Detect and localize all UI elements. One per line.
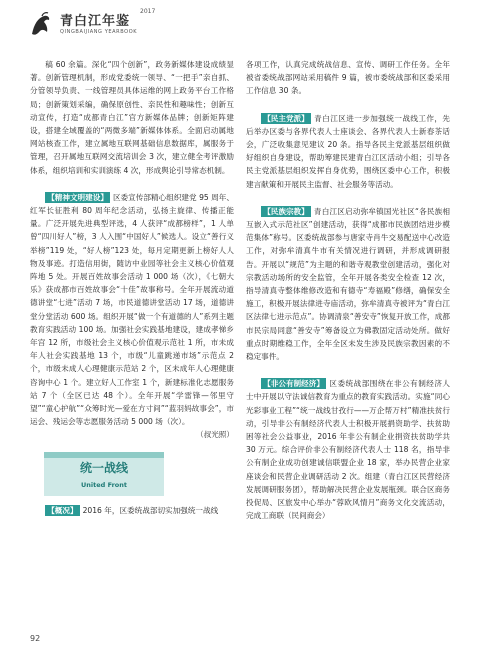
paragraph-text: 青白江区启动弥牟镇国光社区“各民族相互嵌入式示范社区”创建活动，获得“成都市民族团结进步模范集体”称号。区委统战部参与唐家寺肖牛交易配送中心改造工作，对弥牟清真牛市有关情况进行调研，并形成调研报告。开展以“规范”为主题的和谐寺观教堂创建活动，强化对宗教活动场所的安全监管，全年开展各类安全检查 12 次，指导清真寺整体维修改造和有德寺“寿福殿”修缮，确保安全施工，积极开展法律进寺庙活动，弥牟清真寺被评为“青白江区法律七进示范点”。协调清泉“善安寺”恢复开放工作，成都市民宗局同意“善安寺”筹备设立为佛教固定活动处所。做好重点时期维稳工作，全年全区未发生涉及民族宗教因素的不稳定事件。 bbox=[246, 206, 450, 362]
paragraph: 稿 60 余篇。深化“四个创新”，政务新媒体建设成绩显著。创新管理机制，形成党委统一领导、“一把手”亲自抓、分管领导负责、一线管理员具体运维的网上政务平台工作格局；创新策划采编，确保原创性、亲民性和趣味性；创新互动宣传，打造“成都青白江”官方新媒体品牌；创新矩阵建设，搭建全域覆盖的“两微多端”新媒体体系。全面启动属地网站核查工作，建立属地互联网基础信息数据库，属服务于管理，召开属地互联网交流培训会 3 次，建立健全考评激励体系，组织培训和实训演练 4 次，形成舆论引导常态机制。 bbox=[30, 60, 234, 175]
paragraph-text: 区委统战部围绕在非公有制经济人士中开展以守法诚信教育为重点的教育实践活动。实施“同心光彩事业工程”“统一战线甘孜行——万企帮万村”精准扶贫行动，引导非公有制经济代表人士积极开展捐资助学、扶贫助困等社会公益事业，2016 年非公有制企业捐资扶贫助学共 30 万元。综合评价非公有制经济代表人士 118 名，指导非公有制企业成功创建诚信联盟企业 18 家，举办民营企业家座谈会和民营企业调研活动 2 次。组建（青白江区民营经济发展调研服务团），帮助解决民营企业发展瓶颈。联合区商务投促局、区旅发中心举办“蓉欧风情月”商务文化交流活动，完成工商联（民间商会） bbox=[246, 379, 450, 521]
yearbook-title: 青白江年鉴 bbox=[60, 14, 131, 29]
banner-title: 统一战线 bbox=[79, 460, 128, 475]
paragraph bbox=[246, 205, 450, 363]
paragraph: 各项工作，认真完成统战信息、宣传、调研工作任务。全年被省委统战部网站采用稿件 9 篇，被市委统战部和区委采用工作信息 30 条。 bbox=[246, 60, 450, 96]
section-tag: 【概况】 bbox=[47, 505, 78, 515]
section-tag: 【非公有制经济】 bbox=[263, 379, 324, 389]
paragraph bbox=[30, 191, 234, 429]
banner-subtitle: United Front bbox=[81, 480, 127, 489]
yearbook-subtitle: QINGBAIJIANG YEARBOOK bbox=[60, 29, 138, 35]
paragraph-text: 青白江区进一步加强统一战线工作，先后举办区委与各界代表人士座谈会、各界代表人士新春茶话会，广泛收集意见建议 20 条。指导各民主党派基层组织做好组织自身建设，帮助筹建民建青白江区活动小组；引导各民主党派基层组织发挥自身优势，围绕区委中心工作，积极建言献策和开展民主监督、社会服务等活动。 bbox=[246, 113, 450, 189]
page-number: 92 bbox=[30, 634, 41, 643]
paragraph bbox=[246, 377, 450, 522]
yearbook-header bbox=[28, 8, 188, 52]
paragraph-text: 区委宣传部精心组织建党 95 周年、红军长征胜利 80 周年纪念活动，弘扬主旋律、传播正能量。广泛开展先进典型评选，4 人获评“成都榜样”，1 人单曾“四川好人”榜，3 人入围“中国好人”候选人。设立“善行义举榜”119 处，“好人榜”123 处，每月定期更新上榜好人人物及事迹。打造信用街，随访中业园等社会主义核心价值观阵地 5 处。开展百姓故事会活动 1 000 场（次），《七朝大乐》获成都市百姓故事会“十佳”故事称号。全年开展流动道德讲堂“七进”活动 7 场，市民道德讲堂活动 17 场，道德讲堂分堂活动 600 场。组织开展“做一个有道德的人”系列主题教育实践活动 100 场。加强社会实践基地建设，建成孝悌乡年宫 12 所，市级社会主义核心价值观示范社 1 所，市未成年人社会实践基地 13 个，市级“儿童跳递市场”示范点 2 个，市级未成人心理健康示范站 2 个，区未成年人心理健康咨询中心 1 个。建立好人工作室 1 个，新建标准化志愿服务站 7 个（全区已达 48 个）。全年开展“学雷锋—邻里守望”“童心护航”“众筹时光—爱在方寸间”“蓝羽妈故事会”，市运会、残运会等志愿服务活动 5 000 场（次）。 bbox=[30, 192, 234, 427]
banner-band bbox=[44, 452, 164, 458]
right-column bbox=[246, 58, 450, 523]
paragraph-text: 2016 年，区委统战部切实加强统一战线 bbox=[82, 505, 219, 515]
section-tag: 【民族宗教】 bbox=[263, 206, 309, 216]
author-credit: （叔光照） bbox=[196, 430, 234, 440]
section-tag: 【精神文明建设】 bbox=[47, 192, 108, 202]
section-tag: 【民主党派】 bbox=[263, 113, 309, 123]
paragraph bbox=[30, 504, 234, 517]
horse-logo-icon bbox=[28, 10, 54, 40]
yearbook-year: 2017 bbox=[140, 8, 156, 15]
left-column bbox=[30, 58, 234, 517]
paragraph bbox=[246, 112, 450, 191]
section-banner bbox=[44, 452, 164, 496]
